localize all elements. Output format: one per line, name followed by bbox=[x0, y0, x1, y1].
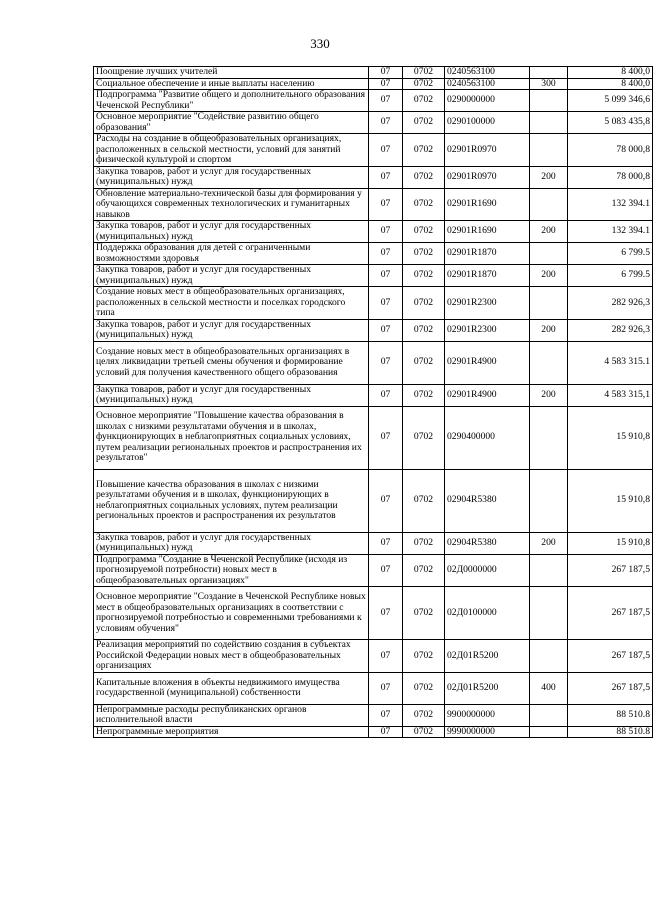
row-name: Непрограммные мероприятия bbox=[94, 726, 369, 738]
row-vr: 200 bbox=[530, 265, 568, 287]
row-name: Закупка товаров, работ и услуг для государственных (муниципальных) нужд bbox=[94, 384, 369, 406]
row-vr: 200 bbox=[530, 532, 568, 554]
row-sum: 5 083 435,8 bbox=[568, 112, 653, 134]
row-pr: 0702 bbox=[403, 341, 445, 384]
row-sum: 15 910,8 bbox=[568, 532, 653, 554]
row-pr: 0702 bbox=[403, 243, 445, 265]
row-sum: 132 394.1 bbox=[568, 221, 653, 243]
row-name: Закупка товаров, работ и услуг для государственных (муниципальных) нужд bbox=[94, 319, 369, 341]
row-csr: 02904R5380 bbox=[445, 469, 530, 532]
table-row bbox=[94, 532, 653, 554]
row-rz: 07 bbox=[369, 67, 403, 79]
row-name: Повышение качества образования в школах с низкими результатами обучения и в школах, функционирующих в неблагоприятных социальных условиях, путем реализации региональных проектов и распространения их результатов bbox=[94, 469, 369, 532]
row-sum: 78 000,8 bbox=[568, 134, 653, 167]
table-row bbox=[94, 78, 653, 90]
row-pr: 0702 bbox=[403, 112, 445, 134]
row-pr: 0702 bbox=[403, 640, 445, 673]
row-csr: 9990000000 bbox=[445, 726, 530, 738]
table-row bbox=[94, 112, 653, 134]
row-csr: 02Д0100000 bbox=[445, 587, 530, 640]
row-csr: 0290400000 bbox=[445, 406, 530, 469]
table-row bbox=[94, 384, 653, 406]
table-row bbox=[94, 554, 653, 587]
row-name: Подпрограмма "Развитие общего и дополнительного образования Чеченской Республики" bbox=[94, 90, 369, 112]
row-sum: 15 910,8 bbox=[568, 406, 653, 469]
row-vr bbox=[530, 554, 568, 587]
row-pr: 0702 bbox=[403, 134, 445, 167]
table-row bbox=[94, 90, 653, 112]
row-csr: 02901R1870 bbox=[445, 243, 530, 265]
row-sum: 132 394.1 bbox=[568, 188, 653, 221]
table-row bbox=[94, 67, 653, 79]
row-rz: 07 bbox=[369, 166, 403, 188]
row-vr bbox=[530, 587, 568, 640]
row-vr bbox=[530, 67, 568, 79]
row-name: Основное мероприятие "Создание в Чеченской Республике новых мест в общеобразовательных организациях в соответствии с прогнозируемой потребностью и современными требованиями к условиям обучения" bbox=[94, 587, 369, 640]
budget-table-body bbox=[94, 67, 653, 738]
row-name: Закупка товаров, работ и услуг для государственных (муниципальных) нужд bbox=[94, 166, 369, 188]
row-name: Поощрение лучших учителей bbox=[94, 67, 369, 79]
table-row bbox=[94, 587, 653, 640]
table-row bbox=[94, 287, 653, 320]
row-sum: 267 187,5 bbox=[568, 554, 653, 587]
row-pr: 0702 bbox=[403, 704, 445, 726]
table-row bbox=[94, 319, 653, 341]
row-vr: 200 bbox=[530, 319, 568, 341]
row-sum: 88 510.8 bbox=[568, 726, 653, 738]
row-sum: 267 187,5 bbox=[568, 672, 653, 704]
row-csr: 02901R2300 bbox=[445, 287, 530, 320]
row-pr: 0702 bbox=[403, 67, 445, 79]
row-rz: 07 bbox=[369, 384, 403, 406]
row-pr: 0702 bbox=[403, 587, 445, 640]
row-sum: 15 910,8 bbox=[568, 469, 653, 532]
row-csr: 02901R2300 bbox=[445, 319, 530, 341]
row-sum: 282 926,3 bbox=[568, 319, 653, 341]
row-pr: 0702 bbox=[403, 554, 445, 587]
table-row bbox=[94, 406, 653, 469]
row-pr: 0702 bbox=[403, 188, 445, 221]
table-row bbox=[94, 341, 653, 384]
row-rz: 07 bbox=[369, 221, 403, 243]
row-pr: 0702 bbox=[403, 726, 445, 738]
row-pr: 0702 bbox=[403, 265, 445, 287]
row-pr: 0702 bbox=[403, 166, 445, 188]
row-rz: 07 bbox=[369, 406, 403, 469]
row-sum: 6 799.5 bbox=[568, 265, 653, 287]
row-sum: 282 926,3 bbox=[568, 287, 653, 320]
row-rz: 07 bbox=[369, 726, 403, 738]
row-vr bbox=[530, 704, 568, 726]
row-rz: 07 bbox=[369, 704, 403, 726]
row-csr: 02901R4900 bbox=[445, 341, 530, 384]
row-rz: 07 bbox=[369, 78, 403, 90]
row-rz: 07 bbox=[369, 287, 403, 320]
row-name: Обновление материально-технической базы для формирования у обучающихся современных технологических и гуманитарных навыков bbox=[94, 188, 369, 221]
row-rz: 07 bbox=[369, 319, 403, 341]
row-vr bbox=[530, 406, 568, 469]
row-pr: 0702 bbox=[403, 384, 445, 406]
row-rz: 07 bbox=[369, 640, 403, 673]
row-csr: 02901R0970 bbox=[445, 166, 530, 188]
row-name: Расходы на создание в общеобразовательных организациях, расположенных в сельской местности, условий для занятий физической культурой и спортом bbox=[94, 134, 369, 167]
row-csr: 02904R5380 bbox=[445, 532, 530, 554]
row-pr: 0702 bbox=[403, 319, 445, 341]
row-rz: 07 bbox=[369, 265, 403, 287]
row-csr: 0240563100 bbox=[445, 78, 530, 90]
row-vr: 400 bbox=[530, 672, 568, 704]
row-name: Основное мероприятие "Повышение качества образования в школах с низкими результатами обучения и в школах, функционирующих в неблагоприятных социальных условиях, путем реализации региональных проектов и распространения их результатов" bbox=[94, 406, 369, 469]
row-vr: 200 bbox=[530, 221, 568, 243]
row-csr: 9900000000 bbox=[445, 704, 530, 726]
row-csr: 02901R1690 bbox=[445, 221, 530, 243]
row-vr bbox=[530, 640, 568, 673]
row-pr: 0702 bbox=[403, 221, 445, 243]
row-sum: 267 187,5 bbox=[568, 640, 653, 673]
row-rz: 07 bbox=[369, 672, 403, 704]
row-csr: 02901R1690 bbox=[445, 188, 530, 221]
row-vr bbox=[530, 112, 568, 134]
row-rz: 07 bbox=[369, 112, 403, 134]
row-vr bbox=[530, 341, 568, 384]
row-name: Поддержка образования для детей с ограниченными возможностями здоровья bbox=[94, 243, 369, 265]
table-row bbox=[94, 221, 653, 243]
row-rz: 07 bbox=[369, 554, 403, 587]
table-row bbox=[94, 469, 653, 532]
budget-table bbox=[93, 66, 653, 738]
row-name: Создание новых мест в общеобразовательных организациях, расположенных в сельской местности и поселках городского типа bbox=[94, 287, 369, 320]
row-vr bbox=[530, 243, 568, 265]
row-csr: 0290100000 bbox=[445, 112, 530, 134]
table-row bbox=[94, 704, 653, 726]
table-row bbox=[94, 134, 653, 167]
row-sum: 5 099 346,6 bbox=[568, 90, 653, 112]
row-rz: 07 bbox=[369, 134, 403, 167]
row-pr: 0702 bbox=[403, 78, 445, 90]
row-vr bbox=[530, 188, 568, 221]
row-sum: 78 000,8 bbox=[568, 166, 653, 188]
row-rz: 07 bbox=[369, 341, 403, 384]
table-row bbox=[94, 726, 653, 738]
row-csr: 02901R0970 bbox=[445, 134, 530, 167]
row-sum: 8 400,0 bbox=[568, 78, 653, 90]
row-vr bbox=[530, 469, 568, 532]
row-vr: 300 bbox=[530, 78, 568, 90]
row-pr: 0702 bbox=[403, 287, 445, 320]
row-csr: 0290000000 bbox=[445, 90, 530, 112]
row-pr: 0702 bbox=[403, 672, 445, 704]
row-name: Создание новых мест в общеобразовательных организациях в целях ликвидации третьей смены обучения и формирование условий для получения качественного общего образования bbox=[94, 341, 369, 384]
row-name: Закупка товаров, работ и услуг для государственных (муниципальных) нужд bbox=[94, 265, 369, 287]
row-vr bbox=[530, 287, 568, 320]
row-vr: 200 bbox=[530, 384, 568, 406]
table-row bbox=[94, 640, 653, 673]
row-vr bbox=[530, 90, 568, 112]
row-sum: 4 583 315.1 bbox=[568, 341, 653, 384]
row-pr: 0702 bbox=[403, 469, 445, 532]
table-row bbox=[94, 188, 653, 221]
row-name: Основное мероприятие "Содействие развитию общего образования" bbox=[94, 112, 369, 134]
row-csr: 02Д01R5200 bbox=[445, 640, 530, 673]
row-name: Реализация мероприятий по содействию создания в субъектах Российской Федерации новых мест в общеобразовательных организациях bbox=[94, 640, 369, 673]
row-csr: 02901R4900 bbox=[445, 384, 530, 406]
row-name: Социальное обеспечение и иные выплаты населению bbox=[94, 78, 369, 90]
row-sum: 267 187,5 bbox=[568, 587, 653, 640]
row-rz: 07 bbox=[369, 532, 403, 554]
row-rz: 07 bbox=[369, 243, 403, 265]
row-name: Закупка товаров, работ и услуг для государственных (муниципальных) нужд bbox=[94, 221, 369, 243]
row-rz: 07 bbox=[369, 469, 403, 532]
row-rz: 07 bbox=[369, 587, 403, 640]
row-sum: 6 799.5 bbox=[568, 243, 653, 265]
row-rz: 07 bbox=[369, 90, 403, 112]
table-row bbox=[94, 243, 653, 265]
row-name: Закупка товаров, работ и услуг для государственных (муниципальных) нужд bbox=[94, 532, 369, 554]
table-row bbox=[94, 672, 653, 704]
row-name: Подпрограмма "Создание в Чеченской Республике (исходя из прогнозируемой потребности) новых мест в общеобразовательных организациях" bbox=[94, 554, 369, 587]
row-sum: 88 510.8 bbox=[568, 704, 653, 726]
row-sum: 4 583 315,1 bbox=[568, 384, 653, 406]
row-pr: 0702 bbox=[403, 406, 445, 469]
row-csr: 0240563100 bbox=[445, 67, 530, 79]
row-name: Капитальные вложения в объекты недвижимого имущества государственной (муниципальной) собственности bbox=[94, 672, 369, 704]
row-csr: 02901R1870 bbox=[445, 265, 530, 287]
row-name: Непрограммные расходы республиканских органов исполнительной власти bbox=[94, 704, 369, 726]
row-pr: 0702 bbox=[403, 532, 445, 554]
table-row bbox=[94, 166, 653, 188]
row-vr: 200 bbox=[530, 166, 568, 188]
row-rz: 07 bbox=[369, 188, 403, 221]
row-vr bbox=[530, 134, 568, 167]
table-row bbox=[94, 265, 653, 287]
row-csr: 02Д0000000 bbox=[445, 554, 530, 587]
row-vr bbox=[530, 726, 568, 738]
page-number: 330 bbox=[310, 36, 330, 51]
row-pr: 0702 bbox=[403, 90, 445, 112]
row-csr: 02Д01R5200 bbox=[445, 672, 530, 704]
row-sum: 8 400,0 bbox=[568, 67, 653, 79]
